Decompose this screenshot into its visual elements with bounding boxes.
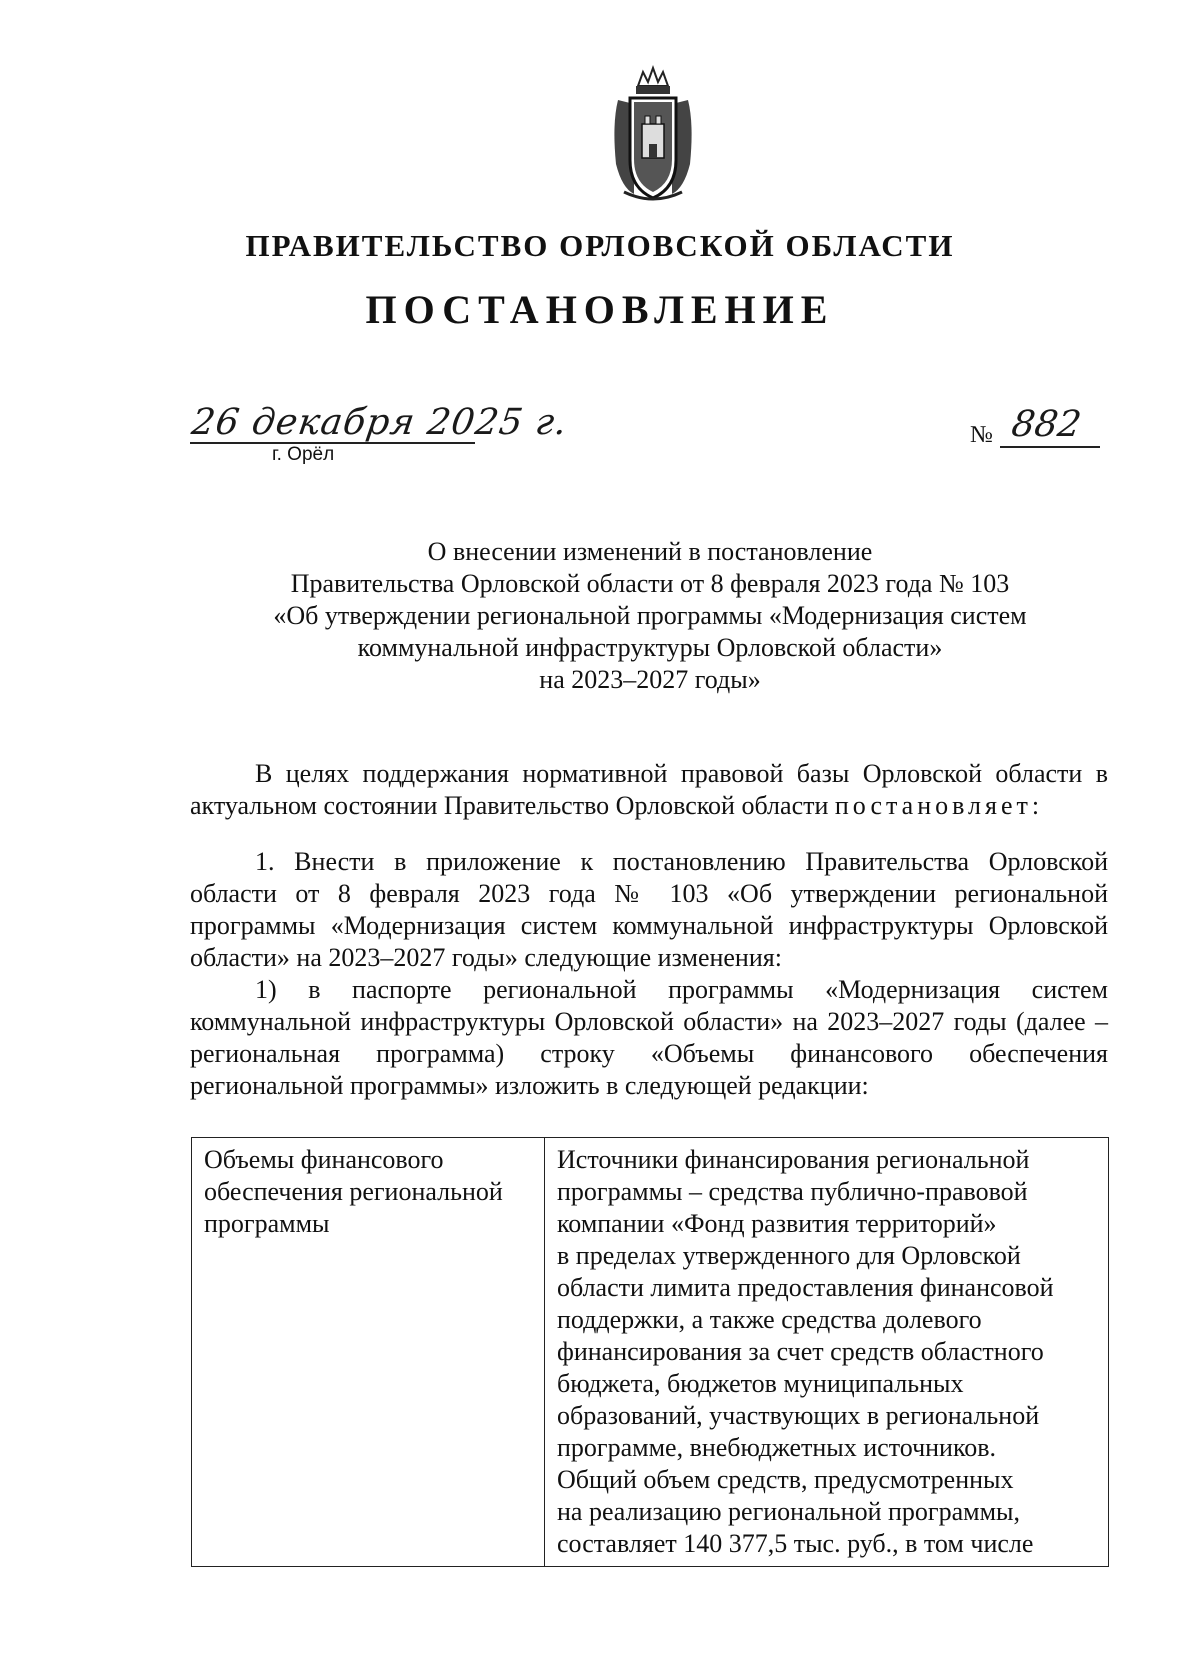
table-cell-label — [192, 1138, 545, 1567]
cell-line: Общий объем средств, предусмотренных — [557, 1465, 1014, 1494]
subject-line: Правительства Орловской области от 8 февраля 2023 года № 103 — [290, 569, 1010, 598]
city-label: г. Орёл — [272, 444, 335, 465]
handwritten-date: 26 декабря 2025 г. — [189, 402, 571, 443]
document-subject — [190, 536, 1110, 696]
cell-line: компании «Фонд развития территорий» — [557, 1209, 997, 1238]
cell-line: образований, участвующих в региональной — [557, 1401, 1040, 1430]
cell-line: области лимита предоставления финансовой — [557, 1273, 1054, 1302]
cell-line: обеспечения региональной — [204, 1177, 503, 1206]
document-body — [190, 758, 1108, 1102]
handwritten-number: 882 — [1009, 404, 1084, 445]
cell-line: в пределах утвержденного для Орловской — [557, 1241, 1021, 1270]
number-underline — [1000, 446, 1100, 448]
cell-line: программы – средства публично-правовой — [557, 1177, 1028, 1206]
subject-line: на 2023–2027 годы» — [539, 665, 761, 694]
number-label: № — [970, 422, 993, 448]
coat-of-arms-emblem — [598, 64, 708, 204]
preamble-verb: постановляет: — [834, 791, 1044, 820]
table-row — [192, 1138, 1109, 1567]
preamble-paragraph — [190, 758, 1108, 822]
subject-line: «Об утверждении региональной программы «Модернизация систем — [273, 601, 1027, 630]
table-cell-content — [545, 1138, 1109, 1567]
preamble-text: В целях поддержания нормативной правовой базы Орловской области в актуальном состоянии Правительство Орловской области — [190, 759, 1108, 820]
cell-line: программе, внебюджетных источников. — [557, 1433, 997, 1462]
cell-line: Объемы финансового — [204, 1145, 444, 1174]
cell-line: Источники финансирования региональной — [557, 1145, 1030, 1174]
cell-line: поддержки, а также средства долевого — [557, 1305, 982, 1334]
cell-line: бюджета, бюджетов муниципальных — [557, 1369, 964, 1398]
item-1-1-paragraph: 1) в паспорте региональной программы «Модернизация систем коммунальной инфраструктуры Орловской области» на 2023–2027 годы (далее – региональная программа) строку «Объемы финансового обеспечения региональной программы» изложить в следующей редакции: — [190, 975, 1108, 1100]
organization-name: ПРАВИТЕЛЬСТВО ОРЛОВСКОЙ ОБЛАСТИ — [245, 228, 955, 263]
cell-line: программы — [204, 1209, 330, 1238]
cell-line: финансирования за счет средств областного — [557, 1337, 1044, 1366]
subject-line: коммунальной инфраструктуры Орловской области» — [357, 633, 943, 662]
cell-line: на реализацию региональной программы, — [557, 1497, 1020, 1526]
financing-table — [191, 1137, 1109, 1567]
cell-line: составляет 140 377,5 тыс. руб., в том числе — [557, 1529, 1034, 1558]
item-1-paragraph: 1. Внести в приложение к постановлению Правительства Орловской области от 8 февраля 2023 года № 103 «Об утверждении региональной программы «Модернизация систем коммунальной инфраструктуры Орловской области» на 2023–2027 годы» следующие изменения: — [190, 847, 1108, 972]
document-type-title: ПОСТАНОВЛЕНИЕ — [365, 287, 835, 332]
subject-line: О внесении изменений в постановление — [427, 537, 873, 566]
